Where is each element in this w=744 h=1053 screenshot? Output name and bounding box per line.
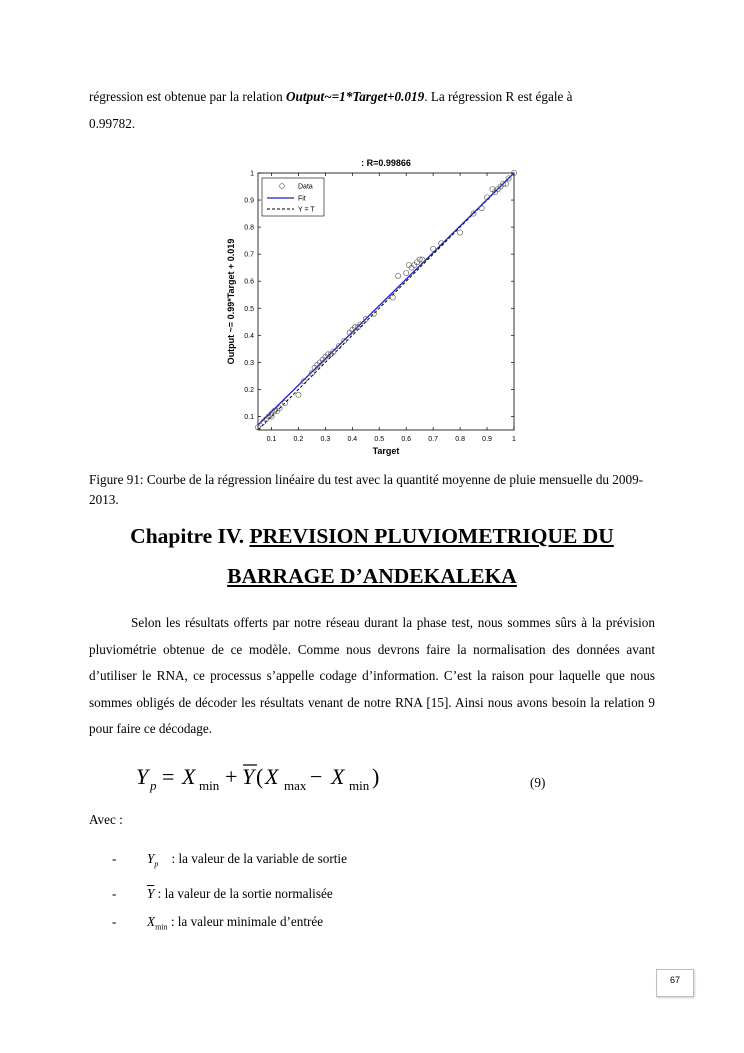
y-tick-label: 0.8 xyxy=(244,224,254,232)
eq-xmin-1: X xyxy=(182,764,196,789)
x-tick-label: 0.1 xyxy=(266,436,277,443)
eq-equals: = xyxy=(162,764,175,789)
bullet-text: : la valeur de la variable de sortie xyxy=(168,851,347,866)
y-tick-label: 0.2 xyxy=(244,386,254,394)
eq-xmax: X xyxy=(265,764,279,789)
legend-fit-label: Fit xyxy=(298,195,306,203)
eq-minus: − xyxy=(310,764,323,789)
legend-data-label: Data xyxy=(298,183,313,191)
x-tick-label: 0.4 xyxy=(347,436,358,443)
bullet-symbol: Y xyxy=(147,851,155,866)
figure-caption: Figure 91: Courbe de la régression linéaire du test avec la quantité moyenne de pluie mensuelle du 2009-2013. xyxy=(89,472,644,507)
equation-number: (9) xyxy=(530,775,546,790)
eq-rparen: ) xyxy=(372,764,380,789)
eq-lparen: ( xyxy=(256,764,264,789)
x-tick-label: 0.6 xyxy=(401,436,412,443)
page-number: 67 xyxy=(656,969,694,997)
y-tick-label: 0.9 xyxy=(244,197,254,205)
eq-xmin-2: X xyxy=(331,764,345,789)
equation-9 xyxy=(134,760,554,800)
x-tick-label: 1 xyxy=(512,436,516,443)
bullet-dash: - xyxy=(112,886,117,901)
x-tick-label: 0.3 xyxy=(320,436,331,443)
avec-label: Avec : xyxy=(89,812,123,827)
bullet-subscript: p xyxy=(154,859,159,869)
x-tick-label: 0.8 xyxy=(455,436,465,443)
y-tick-label: 0.5 xyxy=(244,305,254,313)
chapter-heading-line2 xyxy=(89,564,655,589)
chapter-title-part1: PREVISION PLUVIOMETRIQUE DU xyxy=(249,524,614,548)
y-axis-label: Output ~= 0.99*Target + 0.019 xyxy=(226,238,236,365)
chapter-prefix: Chapitre IV. xyxy=(130,524,250,548)
bullet-dash: - xyxy=(112,851,117,866)
eq-xmin-2-sub: min xyxy=(349,778,370,793)
chart-title: : R=0.99866 xyxy=(361,158,411,168)
regression-chart xyxy=(222,150,522,462)
legend-identity-label: Y = T xyxy=(298,206,315,214)
y-tick-label: 0.3 xyxy=(244,359,254,367)
x-tick-label: 0.7 xyxy=(428,436,439,443)
y-tick-label: 0.7 xyxy=(244,251,254,259)
bullet-subscript: min xyxy=(155,922,168,932)
x-tick-label: 0.2 xyxy=(293,436,304,443)
eq-ybar: Y xyxy=(242,764,255,789)
chapter-heading-line1 xyxy=(89,524,655,549)
legend-box xyxy=(262,178,324,216)
intro-paragraph xyxy=(89,84,655,137)
bullet-text: : la valeur minimale d’entrée xyxy=(167,914,324,929)
x-tick-label: 0.9 xyxy=(482,436,492,443)
bullet-dash: - xyxy=(112,914,117,929)
eq-xmax-sub: max xyxy=(284,778,307,793)
eq-xmin-1-sub: min xyxy=(199,778,220,793)
y-tick-label: 0.6 xyxy=(244,278,254,286)
intro-text-b: . La régression R est égale à xyxy=(424,89,573,104)
y-tick-label: 0.4 xyxy=(244,332,254,340)
bullet-symbol: X xyxy=(147,914,156,929)
bullet-text: : la valeur de la sortie normalisée xyxy=(154,886,333,901)
intro-text-a: régression est obtenue par la relation xyxy=(89,89,287,104)
y-tick-label: 1 xyxy=(250,170,254,178)
x-axis-label: Target xyxy=(372,446,400,456)
body-paragraph: Selon les résultats offerts par notre réseau durant la phase test, nous sommes sûrs à la prévision pluviométrie obtenue de ce modèle. Comme nous devrons faire la normalisation des données avant d’utiliser le RNA, ce processus s’appelle codage d’information. C’est la raison pour laquelle que nous sommes obligés de décoder les résultats venant de notre RNA [15]. Ainsi nous avons besoin la relation 9 pour faire ce décodage. xyxy=(89,615,655,736)
chapter-title-part2: BARRAGE D’ANDEKALEKA xyxy=(227,564,517,588)
eq-plus: + xyxy=(225,764,238,789)
intro-line2: 0.99782. xyxy=(89,115,136,131)
y-tick-label: 0.1 xyxy=(244,413,254,421)
eq-yp-sub: p xyxy=(150,778,157,793)
bullet-symbol: $\overline{Y}$ xyxy=(147,886,155,901)
x-tick-label: 0.5 xyxy=(374,436,385,443)
intro-formula: Output~=1*Target+0.019 xyxy=(286,89,425,104)
eq-yp: Y xyxy=(136,764,149,789)
